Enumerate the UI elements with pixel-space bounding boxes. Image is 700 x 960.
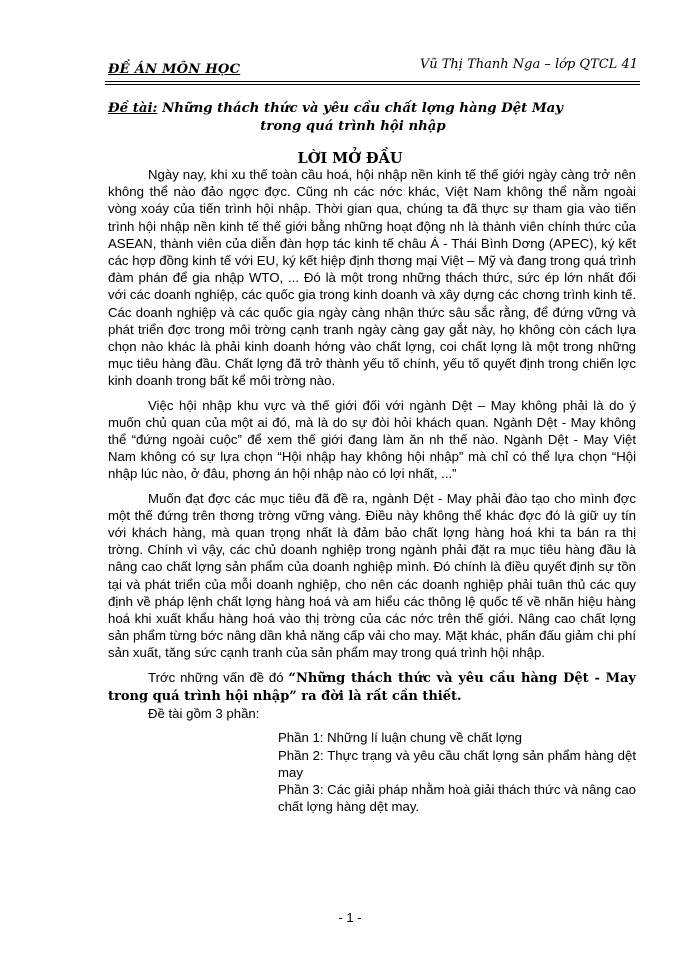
header-course-title: ĐỀ ÁN MÔN HỌC xyxy=(108,62,241,77)
topic-line-2: trong quá trình hội nhập xyxy=(260,119,446,134)
parts-intro: Đề tài gồm 3 phần: xyxy=(148,706,260,722)
topic-title xyxy=(108,100,598,136)
header-author: Vũ Thị Thanh Nga – lớp QTCL 41 xyxy=(419,57,638,72)
topic-line-1: Những thách thức và yêu cầu chất lợng hàng Dệt May xyxy=(162,101,564,116)
paragraph-4 xyxy=(108,669,636,705)
section-heading: LỜI MỞ ĐẦU xyxy=(297,150,403,167)
header-rule-thin xyxy=(105,84,640,85)
part-item-2: Phần 2: Thực trạng và yêu cầu chất lợng sản phẩm hàng dệt may xyxy=(278,747,636,780)
part-item-3: Phần 3: Các giải pháp nhằm hoà giải thách thức và nâng cao chất lợng hàng dệt may. xyxy=(278,781,636,815)
paragraph-2: Việc hội nhập khu vực và thế giới đối với ngành Dệt – May không phải là do ý muốn chủ quan của một ai đó, mà là do sự đòi hỏi khách quan. Ngành Dệt - May không thể “đứng ngoài cuộc” để xem thế giới đang làm ăn nh thế nào. Ngành Dệt - May Việt Nam không có sự lựa chọn “Hội nhập hay không hội nhập” mà chỉ có thể lựa chọn “Hội nhập lúc nào, ở đâu, phơng án hội nhập nào có lợi nhất, ...” xyxy=(108,397,636,482)
topic-label: Đề tài: xyxy=(108,101,158,116)
page-number: - 1 - xyxy=(338,910,362,925)
paragraph-4-bold: “Những thách thức và yêu cầu hàng Dệt - May trong quá trình hội nhập” ra đời là rất cần thiết. xyxy=(108,670,636,704)
paragraph-3: Muốn đạt đợc các mục tiêu đã đề ra, ngành Dệt - May phải đào tạo cho mình đợc một thế đứng trên thơng trờng vững vàng. Điều này không thể khác đợc đó là giữ uy tín với khách hàng, mà quan trọng nhất là đảm bảo chất lợng hàng hoá khi ta bán ra thị trờng. Chính vì vậy, các chủ doanh nghiệp trong ngành phải đặt ra mục tiêu hàng đầu là nâng cao chất lợng sản phẩm của doanh nghiệp mình. Đó chính là điều quyết định sự tồn tại và phát triển của mỗi doanh nghiệp, cho nên các doanh nghiệp phải tuân thủ các quy định về pháp lệnh chất lợng hàng hoá và am hiểu các thông lệ quốc tế về nhãn hiệu hàng hoá khi xuất khẩu hàng hoá vào thị trờng của các nớc trên thế giới. Nâng cao chất lợng sản phẩm từng bớc nâng dần khả năng cấp vải cho may. Mặt khác, phấn đấu giảm chi phí sản xuất, tăng sức cạnh tranh của sản phẩm may trong quá trình hội nhập. xyxy=(108,490,636,661)
body-text xyxy=(108,166,636,815)
parts-list xyxy=(278,729,636,815)
part-item-1: Phần 1: Những lí luận chung về chất lợng xyxy=(278,730,523,746)
header-rule xyxy=(105,81,640,82)
paragraph-4-prefix: Trớc những vấn đề đó xyxy=(148,669,289,685)
paragraph-1: Ngày nay, khi xu thế toàn cầu hoá, hội nhập nền kinh tế thế giới ngày càng trở nên không thể nào đảo ngợc đợc. Cũng nh các nớc khác, Việt Nam không thể nằm ngoài vòng xoáy của tiến trình hội nhập. Thời gian qua, chúng ta đã thực sự tham gia vào tiến trình hội nhập nền kinh tế thế giới bằng những hoạt động nh là thành viên chính thức của ASEAN, thành viên của diễn đàn hợp tác kinh tế châu Á - Thái Bình Dơng (APEC), ký kết các hợp đồng kinh tế với EU, ký kết hiệp định thơng mại Việt – Mỹ và đang trong quá trình đàm phán để gia nhập WTO, ... Đó là một trong những thách thức, sức ép lớn nhất đối với các doanh nghiệp, các quốc gia trong kinh doanh và xây dựng các chơng trình kinh tế. Các doanh nghiệp và các quốc gia ngày càng nhận thức sâu sắc rằng, để đứng vững và phát triển đợc trong môi trờng cạnh tranh ngày càng gay gắt này, họ không còn cách lựa chọn nào khác là phải kinh doanh hớng vào chất lợng, coi chất lợng là một trong những mục tiêu hàng đầu. Chất lợng đã trở thành yếu tố chính, yếu tố quyết định trong chiến lợc kinh doanh trong bất kể môi trờng nào. xyxy=(108,167,636,389)
